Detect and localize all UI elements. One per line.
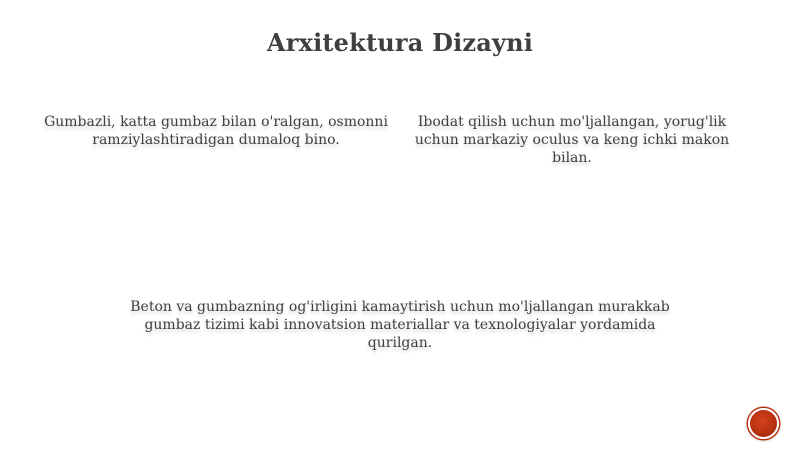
bottom-text-block: Beton va gumbazning og'irligini kamaytirish uchun mo'ljallangan murakkab gumbaz tizimi kabi innovatsion materiallar va texnologiyalar yordamida qurilgan. — [130, 299, 670, 351]
circle-nav-icon[interactable] — [748, 408, 779, 439]
right-text-block: Ibodat qilish uchun mo'ljallangan, yorug'lik uchun markaziy oculus va keng ichki makon bilan. — [414, 114, 730, 166]
left-text-block: Gumbazli, katta gumbaz bilan o'ralgan, osmonni ramziylashtiradigan dumaloq bino. — [44, 114, 388, 148]
slide-title: Arxitektura Dizayni — [266, 28, 534, 57]
